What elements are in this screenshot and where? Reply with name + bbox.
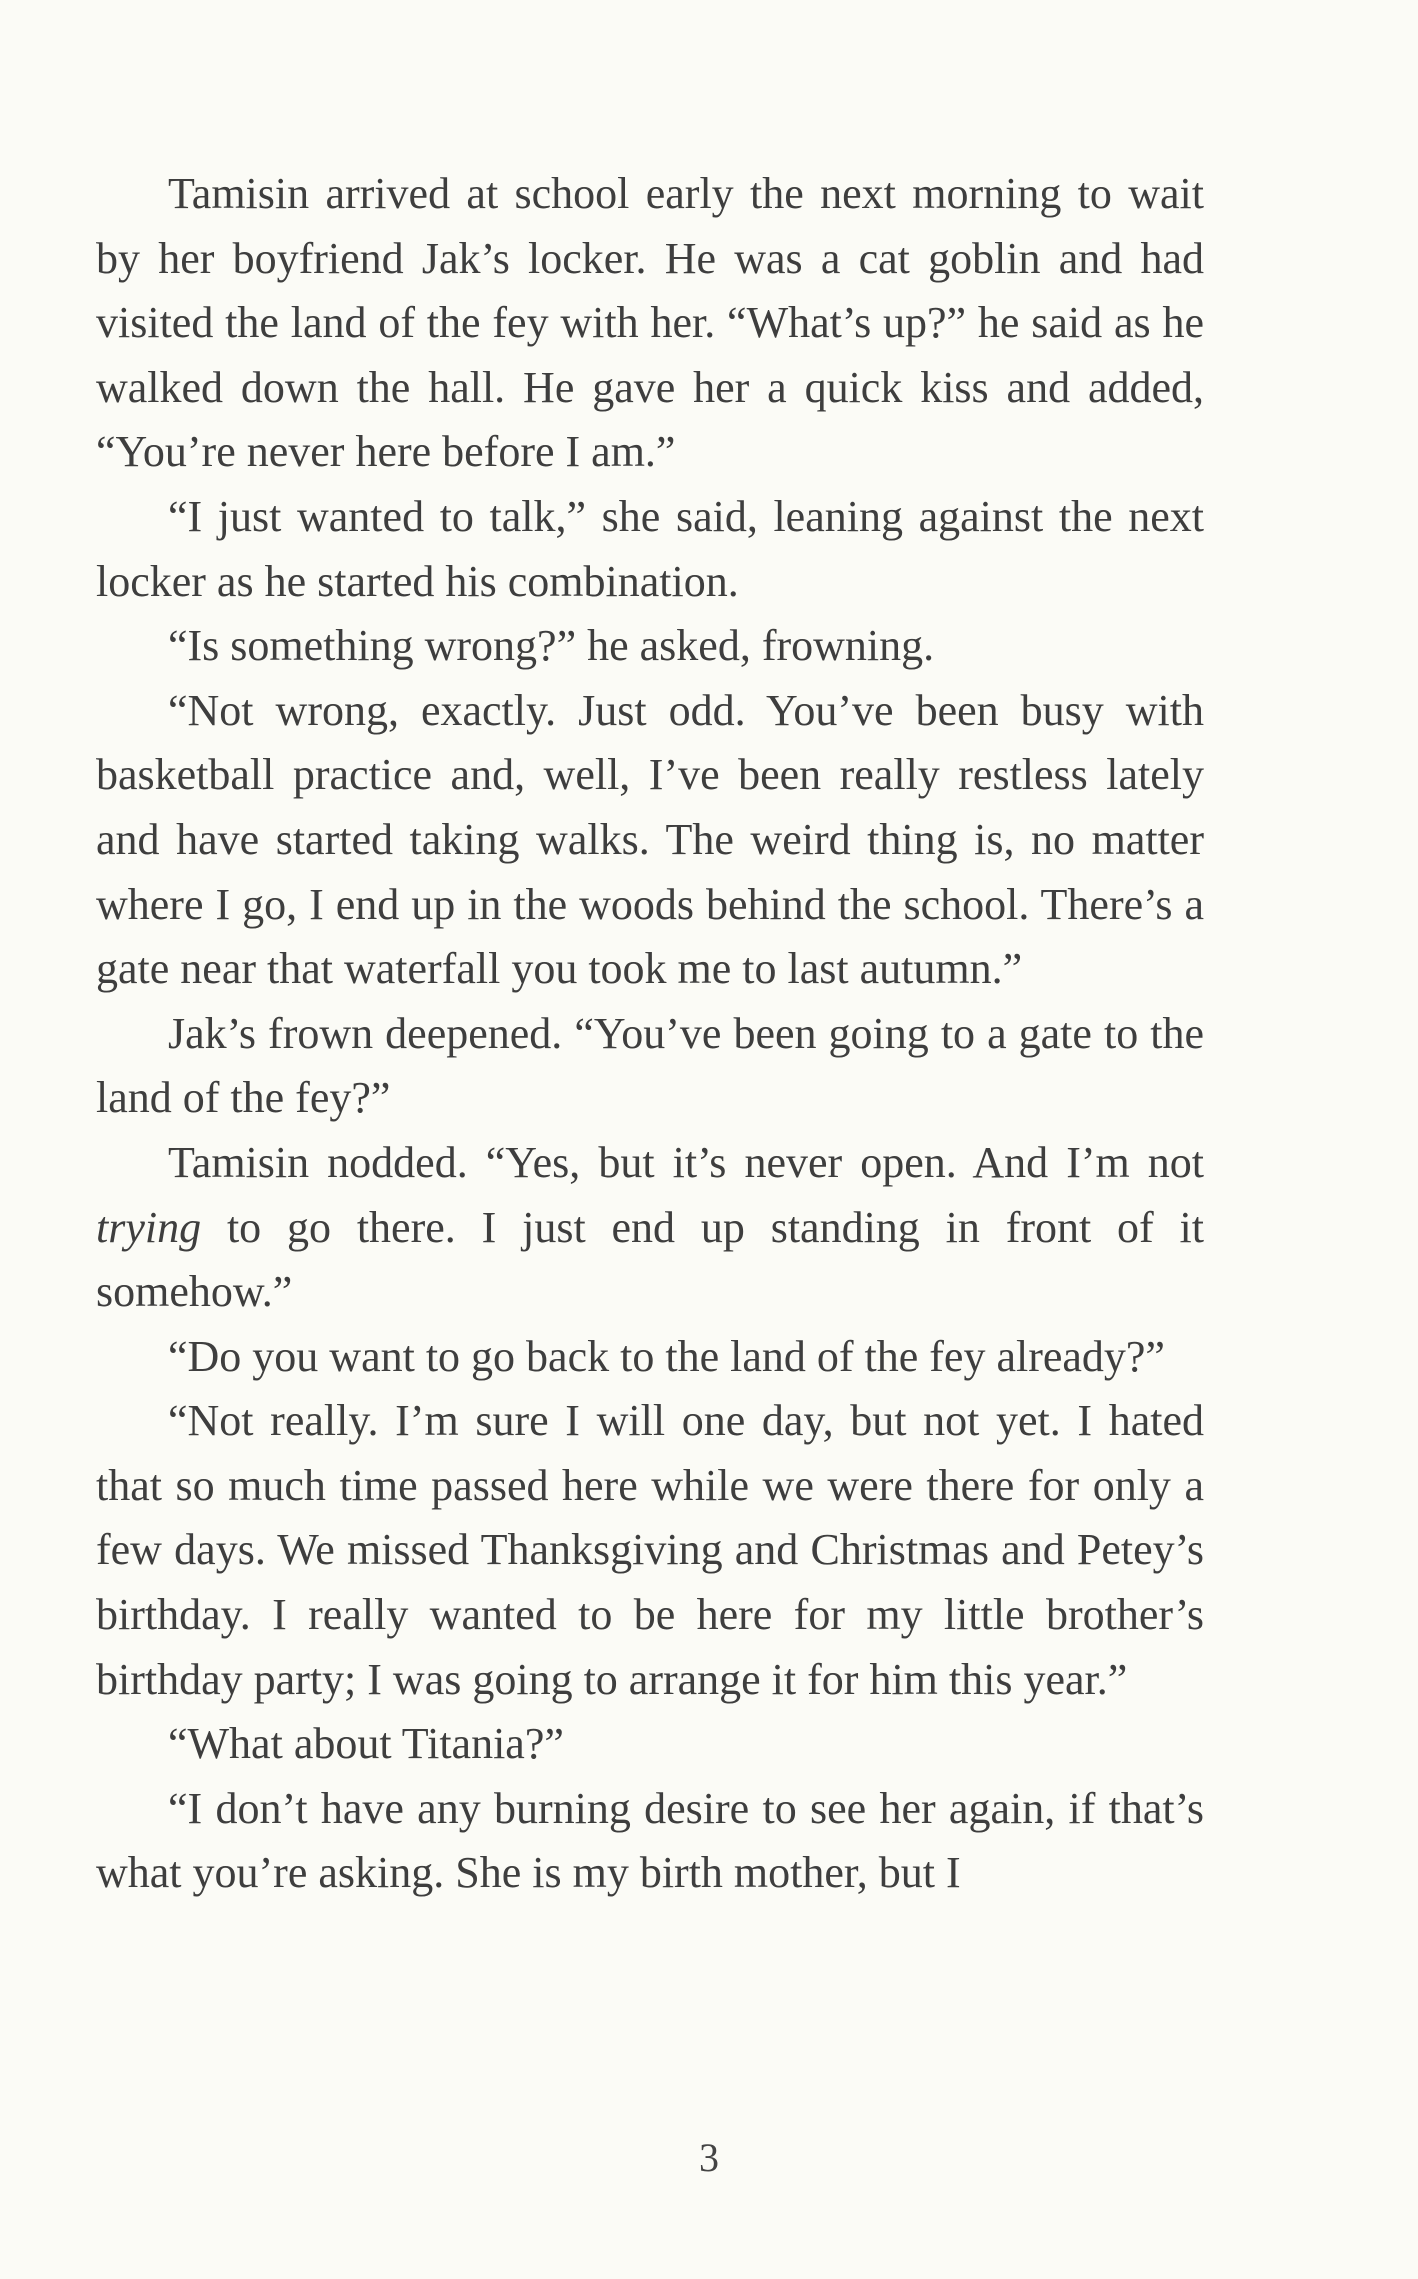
paragraph: [96, 1131, 1204, 1325]
paragraph-text: Tamisin nodded. “Yes, but it’s never open. And I’m not: [168, 1137, 1204, 1187]
paragraph: “Is something wrong?” he asked, frowning.: [168, 621, 935, 671]
paragraph: “I don’t have any burning desire to see her again, if that’s what you’re asking. She is my birth mother, but I: [96, 1783, 1204, 1898]
paragraph: “Not wrong, exactly. Just odd. You’ve been busy with basketball practice and, well, I’ve been really restless lately and have started taking walks. The weird thing is, no matter where I go, I end up in the woods behind the school. There’s a gate near that waterfall you took me to last autumn.”: [96, 685, 1204, 994]
paragraph: Jak’s frown deepened. “You’ve been going to a gate to the land of the fey?”: [96, 1008, 1204, 1123]
paragraph: “I just wanted to talk,” she said, leaning against the next locker as he started his combination.: [96, 491, 1204, 606]
body-text: [96, 162, 1204, 1906]
paragraph-text: to go there. I just end up standing in front of it somehow.”: [96, 1202, 1204, 1317]
page-number: 3: [699, 2135, 719, 2180]
emphasized-word: trying: [96, 1202, 202, 1252]
paragraph: Tamisin arrived at school early the next morning to wait by her boyfriend Jak’s locker. He was a cat goblin and had visited the land of the fey with her. “What’s up?” he said as he walked down the hall. He gave her a quick kiss and added, “You’re never here before I am.”: [96, 169, 1204, 477]
paragraph: “Not really. I’m sure I will one day, but not yet. I hated that so much time passed here while we were there for only a few days. We missed Thanksgiving and Christmas and Petey’s birthday. I really wanted to be here for my little brother’s birthday party; I was going to arrange it for him this year.”: [96, 1396, 1204, 1704]
paragraph: “What about Titania?”: [168, 1719, 564, 1769]
paragraph: “Do you want to go back to the land of the fey already?”: [168, 1331, 1165, 1381]
